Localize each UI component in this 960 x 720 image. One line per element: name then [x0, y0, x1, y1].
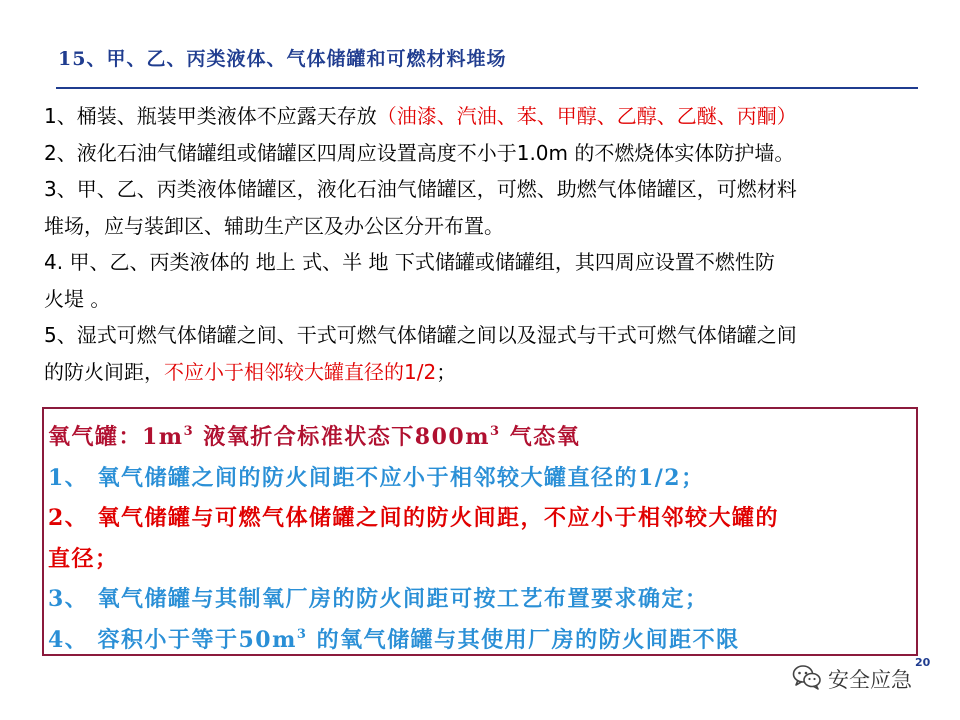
watermark: [792, 664, 912, 694]
rule-item-4-line-2: 火堤 。: [44, 286, 111, 311]
rule-item-3-line-1: 3、甲、乙、丙类液体储罐区，液化石油气储罐区，可燃、助燃气体储罐区，可燃材料: [44, 177, 797, 201]
oxygen-rule-2-line-2: 直径；: [48, 545, 119, 572]
oxygen-rule-4-part-1: 4、 容积小于等于50m: [48, 626, 297, 653]
rule-item-3-line-2: 堆场，应与装卸区、辅助生产区及办公区分开布置。: [44, 213, 504, 238]
page-number: 20: [915, 656, 931, 669]
rule-item-4-line-1: 4. 甲、乙、丙类液体的 地上 式、半 地 下式储罐或储罐组，其四周应设置不燃性防: [44, 250, 775, 274]
heading-part-1: 氧气罐：1m: [48, 424, 184, 450]
rule-item-2: 2、液化石油气储罐组或储罐区四周应设置高度不小于1.0m 的不燃烧体实体防护墙。: [44, 140, 795, 165]
rule-item-5-highlight: 不应小于相邻较大罐直径的1/2: [164, 359, 437, 384]
oxygen-tank-box: [42, 407, 918, 656]
rule-item-5-line-2: [44, 354, 944, 391]
oxygen-rule-4-part-2: 的氧气储罐与其使用厂房的防火间距不限: [307, 626, 740, 653]
rule-item-1: [44, 98, 944, 135]
heading-superscript-1: 3: [183, 424, 195, 439]
slide-title: 15、甲、乙、丙类液体、气体储罐和可燃材料堆场: [58, 48, 507, 70]
oxygen-rule-4: [48, 620, 918, 661]
oxygen-rule-4-superscript: 3: [296, 626, 308, 642]
rule-item-5-line-1: 5、湿式可燃气体储罐之间、干式可燃气体储罐之间以及湿式与干式可燃气体储罐之间: [44, 323, 797, 347]
heading-part-2: 液氧折合标准状态下800m: [194, 424, 491, 450]
oxygen-rule-2-line-1: 2、 氧气储罐与可燃气体储罐之间的防火间距，不应小于相邻较大罐的: [48, 505, 779, 531]
oxygen-rule-1: 1、 氧气储罐之间的防火间距不应小于相邻较大罐直径的1/2；: [48, 464, 705, 491]
fire-safety-rules: [44, 98, 944, 390]
oxygen-rule-3: 3、 氧气储罐与其制氧厂房的防火间距可按工艺布置要求确定；: [48, 586, 709, 612]
rule-item-5-text: 的防火间距，: [44, 359, 164, 384]
wechat-icon: [792, 664, 822, 694]
watermark-text: 安全应急: [828, 668, 912, 692]
rule-item-1-text: 1、桶装、瓶装甲类液体不应露天存放: [44, 104, 377, 128]
rule-item-5-end: ；: [436, 359, 457, 384]
heading-part-3: 气态氧: [500, 424, 581, 450]
rule-item-1-examples: （油漆、汽油、苯、甲醇、乙醇、乙醚、丙酮）: [376, 104, 797, 128]
oxygen-tank-rules: [48, 417, 918, 660]
oxygen-tank-heading: [48, 417, 918, 458]
title-divider: [56, 87, 918, 89]
heading-superscript-2: 3: [490, 424, 501, 439]
